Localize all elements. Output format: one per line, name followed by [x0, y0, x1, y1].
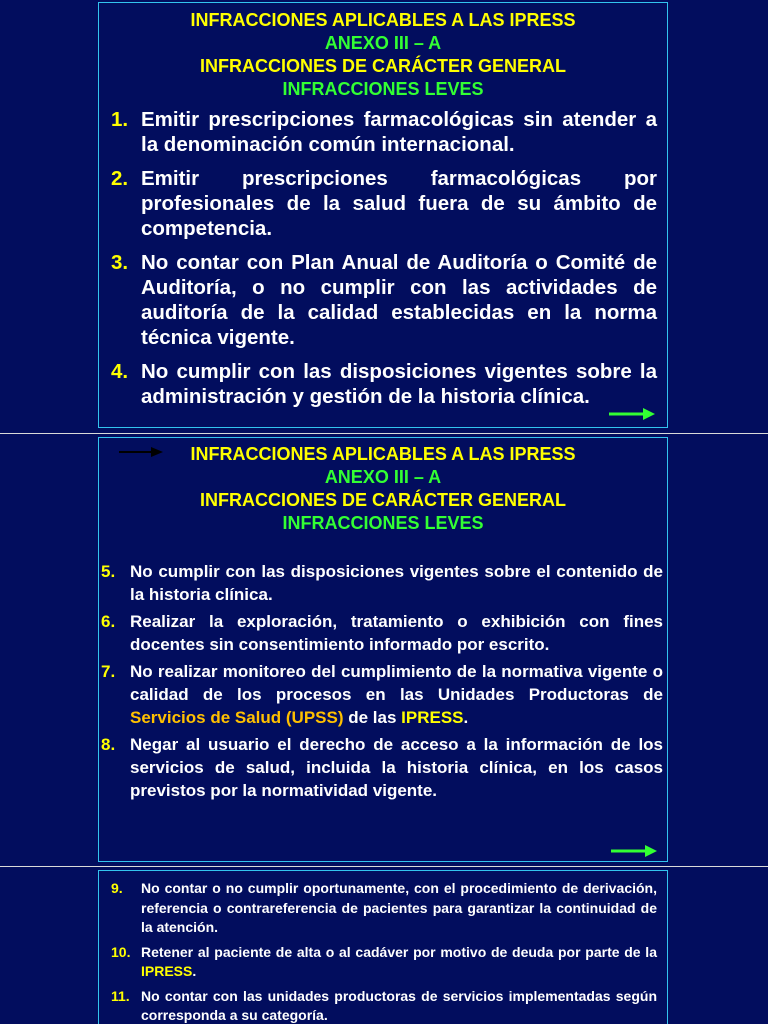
header-subtitle: INFRACCIONES DE CARÁCTER GENERAL [199, 56, 566, 76]
item-text: Negar al usuario el derecho de acceso a la información de los servicios de salud, incluida la historia clínica, en los casos previstos por la normatividad vigente. [130, 735, 663, 800]
item-number: 4. [111, 360, 129, 383]
item-text-part: . [463, 708, 469, 727]
item-text-part: de las [343, 708, 402, 727]
slide-3 [98, 870, 668, 1024]
header-category: INFRACCIONES LEVES [282, 79, 484, 99]
item-number: 8. [101, 735, 116, 754]
item-text: Realizar la exploración, tratamiento o exhibición con fines docentes sin consentimiento informado por escrito. [130, 612, 663, 654]
black-arrow-right-icon [117, 445, 165, 459]
item-text: No cumplir con las disposiciones vigentes sobre la administración y gestión de la historia clínica. [141, 360, 657, 408]
divider [0, 433, 768, 434]
list-item [101, 610, 663, 656]
header-category: INFRACCIONES LEVES [282, 513, 484, 533]
item-number: 7. [101, 662, 116, 681]
list-item [101, 660, 663, 729]
list-item [111, 250, 657, 350]
item-number: 3. [111, 251, 129, 274]
list-item [111, 987, 657, 1024]
item-text: Emitir prescripciones farmacológicas por profesionales de la salud fuera de su ámbito de competencia. [141, 167, 657, 240]
item-number: 6. [101, 612, 116, 631]
slide-2 [98, 437, 668, 862]
list-item [111, 943, 657, 982]
item-text-part: Retener al paciente de alta o al cadáver por motivo de deuda por parte de la [141, 943, 657, 960]
header-annex: ANEXO III – A [324, 467, 442, 487]
ipress-highlight: IPRESS [141, 963, 193, 979]
item-number: 10. [111, 943, 131, 960]
item-number: 5. [101, 562, 116, 581]
slide-2-list [99, 535, 667, 802]
slide-3-list [99, 871, 667, 1024]
divider [0, 866, 768, 867]
item-text [130, 660, 663, 729]
item-text: No contar con Plan Anual de Auditoría o Comité de Auditoría, o no cumplir con las actividades de auditoría de la calidad establecidas en la norma técnica vigente. [141, 251, 657, 349]
item-text: No cumplir con las disposiciones vigentes sobre el contenido de la historia clínica. [130, 562, 663, 604]
list-item [101, 733, 663, 802]
item-text [141, 943, 657, 982]
item-text: Emitir prescripciones farmacológicas sin atender a la denominación común internacional. [141, 108, 657, 156]
item-text: No contar o no cumplir oportunamente, con el procedimiento de derivación, referencia o contrareferencia de pacientes para garantizar la continuidad de la atención. [141, 880, 657, 935]
upss-highlight: Servicios de Salud (UPSS) [130, 708, 344, 727]
list-item [111, 879, 657, 938]
header-title: INFRACCIONES APLICABLES A LAS IPRESS [190, 444, 576, 464]
item-text-part: . [192, 963, 197, 979]
item-number: 9. [111, 880, 123, 896]
slide-2-header [99, 443, 667, 535]
list-item [101, 560, 663, 606]
slide-1-header [99, 9, 667, 101]
item-number: 1. [111, 108, 129, 131]
header-title: INFRACCIONES APLICABLES A LAS IPRESS [190, 10, 576, 30]
list-item [111, 107, 657, 157]
item-number: 2. [111, 167, 129, 190]
ipress-highlight: IPRESS [401, 708, 464, 727]
slide-1-list [99, 101, 667, 409]
list-item [111, 359, 657, 409]
list-item [111, 166, 657, 241]
item-number: 11. [111, 987, 130, 1004]
header-subtitle: INFRACCIONES DE CARÁCTER GENERAL [199, 490, 566, 510]
header-annex: ANEXO III – A [324, 33, 442, 53]
slide-1 [98, 2, 668, 428]
item-text-part: No realizar monitoreo del cumplimiento de la normativa vigente o calidad de los procesos en las Unidades Productoras de [130, 662, 663, 704]
arrow-right-icon[interactable] [609, 844, 659, 858]
arrow-right-icon[interactable] [607, 407, 657, 421]
item-text: No contar con las unidades productoras de servicios implementadas según corresponda a su categoría. [141, 987, 657, 1023]
